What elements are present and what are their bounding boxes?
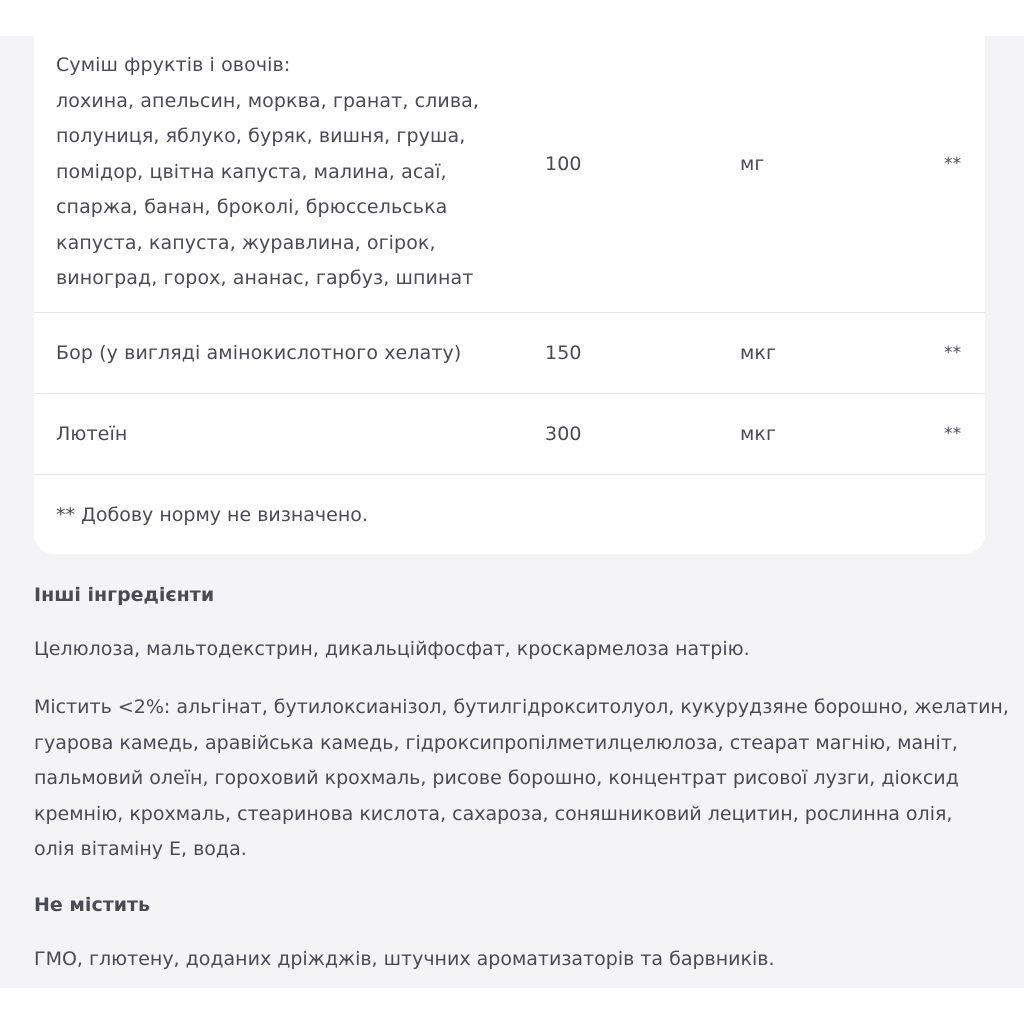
other-ingredients-text: Целюлоза, мальтодекстрин, дикальційфосфат, кроскармелоза натрію. [34, 638, 750, 660]
ingredient-name-line: виноград, горох, ананас, гарбуз, шпинат [56, 267, 474, 289]
does-not-contain-text: ГМО, глютену, доданих дріжджів, штучних ароматизаторів та барвників. [34, 948, 775, 970]
contains-line: кремнію, крохмаль, стеаринова кислота, сахароза, соняшниковий лецитин, рослинна олія, [34, 802, 953, 825]
ingredient-amount: 150 [545, 342, 582, 364]
contains-line: Містить <2%: альгінат, бутилоксианізол, бутилгідрокситолуол, кукурудзяне борошно, желатин, [34, 696, 1009, 718]
ingredient-amount: 100 [545, 153, 582, 175]
ingredient-unit: мг [740, 153, 765, 175]
table-footnote: ** Добову норму не визначено. [56, 504, 368, 526]
daily-value: ** [944, 154, 962, 174]
page-content [0, 36, 1024, 988]
supplement-facts-table [34, 36, 985, 554]
table-row [34, 394, 985, 475]
daily-value: ** [944, 343, 962, 363]
ingredient-unit: мкг [740, 423, 777, 445]
ingredient-name-line: лохина, апельсин, морква, гранат, слива, [56, 89, 480, 112]
contains-line: олія вітаміну Е, вода. [34, 838, 247, 860]
ingredient-name-line: Суміш фруктів і овочів: [56, 54, 291, 76]
other-ingredients-heading: Інші інгредієнти [34, 584, 215, 606]
ingredient-name: Лютеїн [56, 423, 128, 445]
contains-line: гуарова камедь, аравійська камедь, гідроксипропілметилцелюлоза, стеарат магнію, маніт, [34, 731, 958, 754]
contains-line: пальмовий олеїн, гороховий крохмаль, рисове борошно, концентрат рисової лузги, діоксид [34, 767, 959, 789]
contains-less-than-2-percent [34, 690, 1009, 868]
table-row [34, 36, 985, 313]
ingredient-amount: 300 [545, 423, 582, 445]
ingredient-name-line: капуста, капуста, журавлина, огірок, [56, 231, 436, 254]
ingredient-name: Бор (у вигляді амінокислотного хелату) [56, 342, 462, 364]
ingredient-name-line: полуниця, яблуко, буряк, вишня, груша, [56, 125, 466, 147]
ingredient-name-line: спаржа, банан, броколі, брюссельська [56, 196, 448, 218]
ingredient-name-line: помідор, цвітна капуста, малина, асаї, [56, 160, 447, 183]
daily-value: ** [944, 424, 962, 444]
does-not-contain-heading: Не містить [34, 894, 151, 916]
table-row [34, 313, 985, 394]
ingredient-name [56, 48, 479, 297]
ingredient-unit: мкг [740, 342, 777, 364]
